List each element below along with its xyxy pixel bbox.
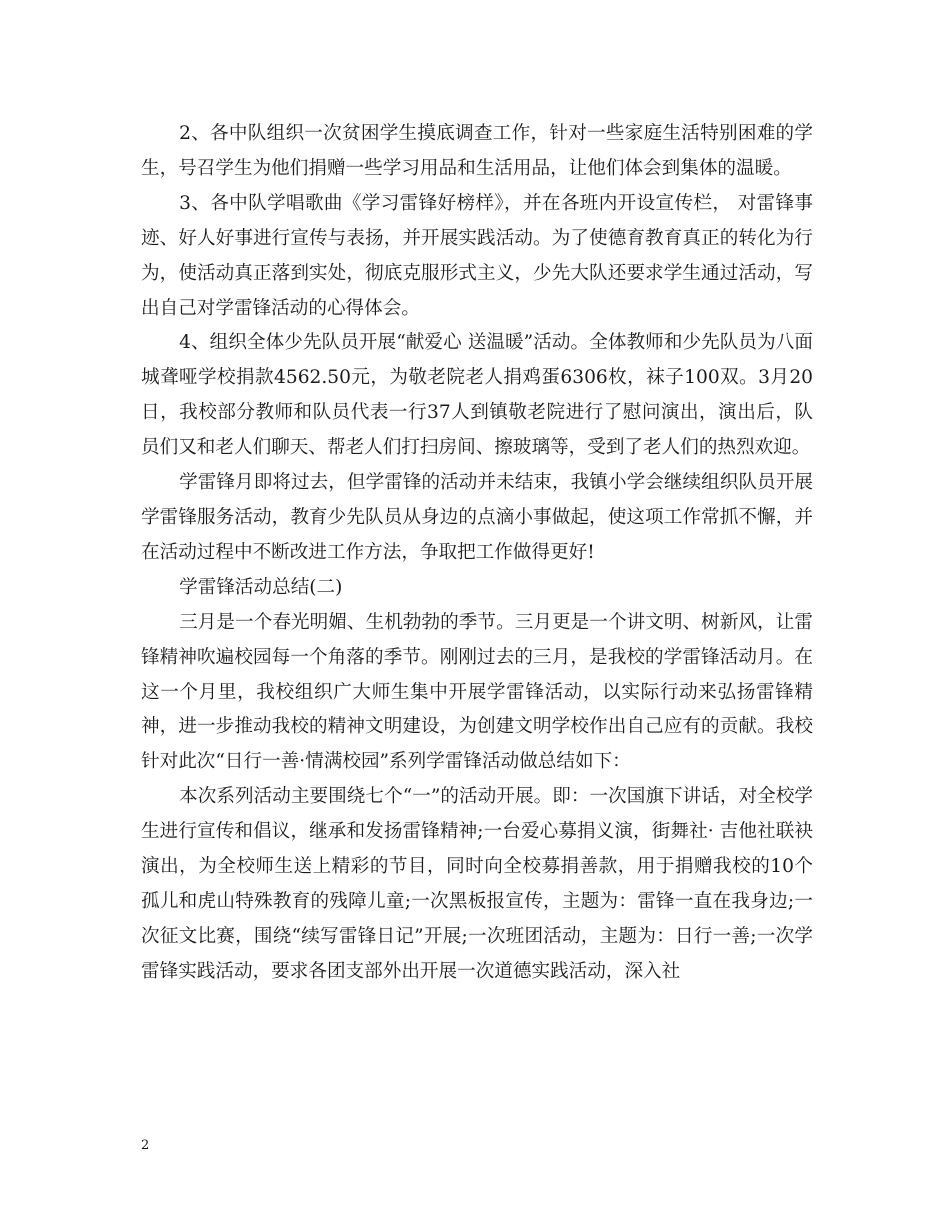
paragraph-closing: 学雷锋月即将过去，但学雷锋的活动并未结束，我镇小学会继续组织队员开展学雷锋服务活动，教育少先队员从身边的点滴小事做起，使这项工作常抓不懈，并在活动过程中不断改进工作方法，争取把工作做得更好! <box>141 472 813 563</box>
paragraph-item-2: 2、各中队组织一次贫困学生摸底调查工作，针对一些家庭生活特别困难的学生，号召学生为他们捐赠一些学习用品和生活用品，让他们体会到集体的温暖。 <box>141 123 813 179</box>
page-number: 2 <box>141 1138 150 1153</box>
section-heading: 学雷锋活动总结(二) <box>179 576 343 598</box>
paragraph-item-3: 3、各中队学唱歌曲《学习雷锋好榜样》，并在各班内开设宣传栏， 对雷锋事迹、好人好事进行宣传与表扬，并开展实践活动。为了使德育教育真正的转化为行为，使活动真正落到实处，彻底克服形式主义，少先大队还要求学生通过活动，写出自己对学雷锋活动的心得体会。 <box>141 192 813 319</box>
paragraph-item-4: 4、组织全体少先队员开展“献爱心 送温暖”活动。全体教师和少先队员为八面城聋哑学校捐款4562.50元，为敬老院老人捐鸡蛋6306枚，袜子100双。3月20日，我校部分教师和队员代表一行37人到镇敬老院进行了慰问演出，演出后，队员们又和老人们聊天、帮老人们打扫房间、擦玻璃等，受到了老人们的热烈欢迎。 <box>141 332 813 459</box>
paragraph-activities: 本次系列活动主要围绕七个“一”的活动开展。即：一次国旗下讲话，对全校学生进行宣传和倡议，继承和发扬雷锋精神;一台爱心募捐义演，街舞社· 吉他社联袂演出，为全校师生送上精彩的节目，同时向全校募捐善款，用于捐赠我校的10个孤儿和虎山特殊教育的残障儿童;一次黑板报宣传，主题为：雷锋一直在我身边;一次征文比赛，围绕“续写雷锋日记”开展;一次班团活动，主题为：日行一善;一次学雷锋实践活动，要求各团支部外出开展一次道德实践活动，深入社 <box>141 786 813 982</box>
document-body <box>141 117 813 990</box>
paragraph-intro: 三月是一个春光明媚、生机勃勃的季节。三月更是一个讲文明、树新风，让雷锋精神吹遍校园每一个角落的季节。刚刚过去的三月，是我校的学雷锋活动月。在这一个月里，我校组织广大师生集中开展学雷锋活动，以实际行动来弘扬雷锋精神，进一步推动我校的精神文明建设，为创建文明学校作出自己应有的贡献。我校针对此次“日行一善·情满校园”系列学雷锋活动做总结如下： <box>141 611 813 773</box>
